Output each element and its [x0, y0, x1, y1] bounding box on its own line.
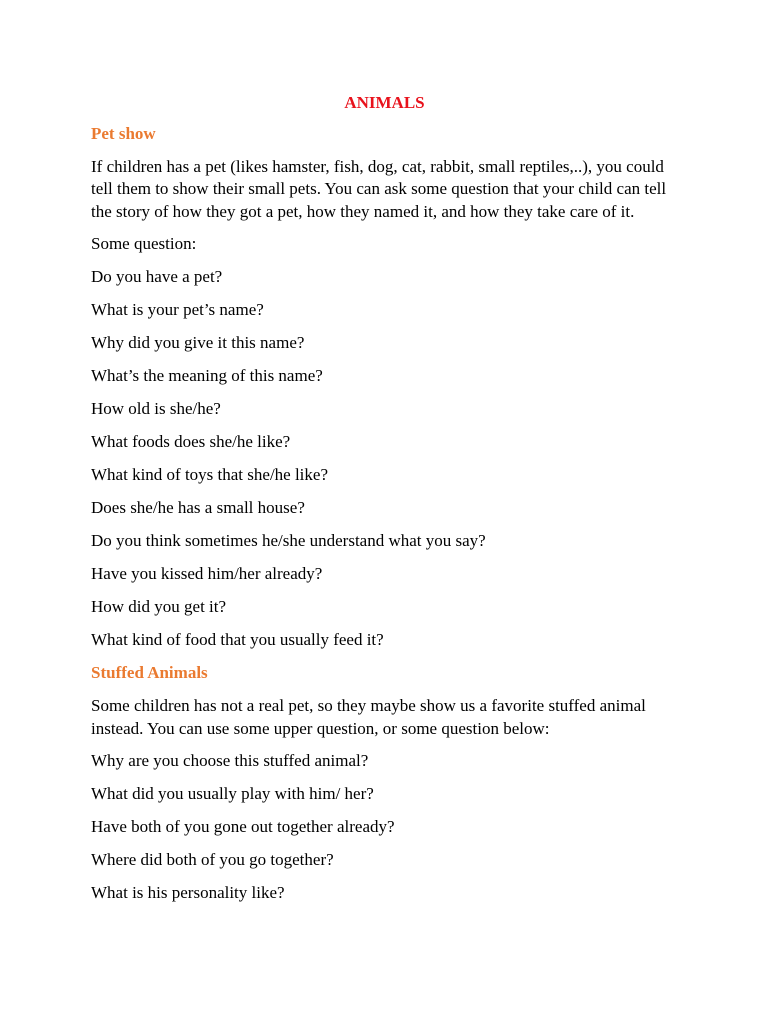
question-item: Have both of you gone out together already?	[91, 817, 395, 837]
stuffed-animals-paragraph: Some children has not a real pet, so they maybe show us a favorite stuffed animal instead. You can use some upper question, or some question below:	[91, 696, 646, 738]
document-title: ANIMALS	[344, 93, 425, 112]
section-heading-stuffed-animals: Stuffed Animals	[91, 663, 208, 683]
question-item: What did you usually play with him/ her?	[91, 784, 374, 804]
pet-show-paragraph: If children has a pet (likes hamster, fish, dog, cat, rabbit, small reptiles,..), you could tell them to show their small pets. You can ask some question that your child can tell the story of how they got a pet, how they named it, and how they take care of it.	[91, 157, 667, 221]
question-item: How did you get it?	[91, 597, 227, 617]
question-item: What foods does she/he like?	[91, 432, 291, 452]
question-item: Why are you choose this stuffed animal?	[91, 751, 369, 771]
question-item: Have you kissed him/her already?	[91, 564, 323, 584]
question-item: Does she/he has a small house?	[91, 498, 305, 518]
section-heading-pet-show: Pet show	[91, 124, 156, 143]
question-item: What is his personality like?	[91, 883, 285, 903]
question-item: What kind of food that you usually feed it?	[91, 630, 384, 650]
question-item: Do you have a pet?	[91, 267, 223, 287]
question-item: What kind of toys that she/he like?	[91, 465, 328, 485]
question-item: Why did you give it this name?	[91, 333, 305, 353]
question-item: How old is she/he?	[91, 399, 221, 419]
pet-show-intro: Some question:	[91, 234, 197, 254]
question-item: What is your pet’s name?	[91, 300, 264, 320]
question-item: Where did both of you go together?	[91, 850, 334, 870]
question-item: What’s the meaning of this name?	[91, 366, 323, 386]
question-item: Do you think sometimes he/she understand what you say?	[91, 531, 486, 551]
